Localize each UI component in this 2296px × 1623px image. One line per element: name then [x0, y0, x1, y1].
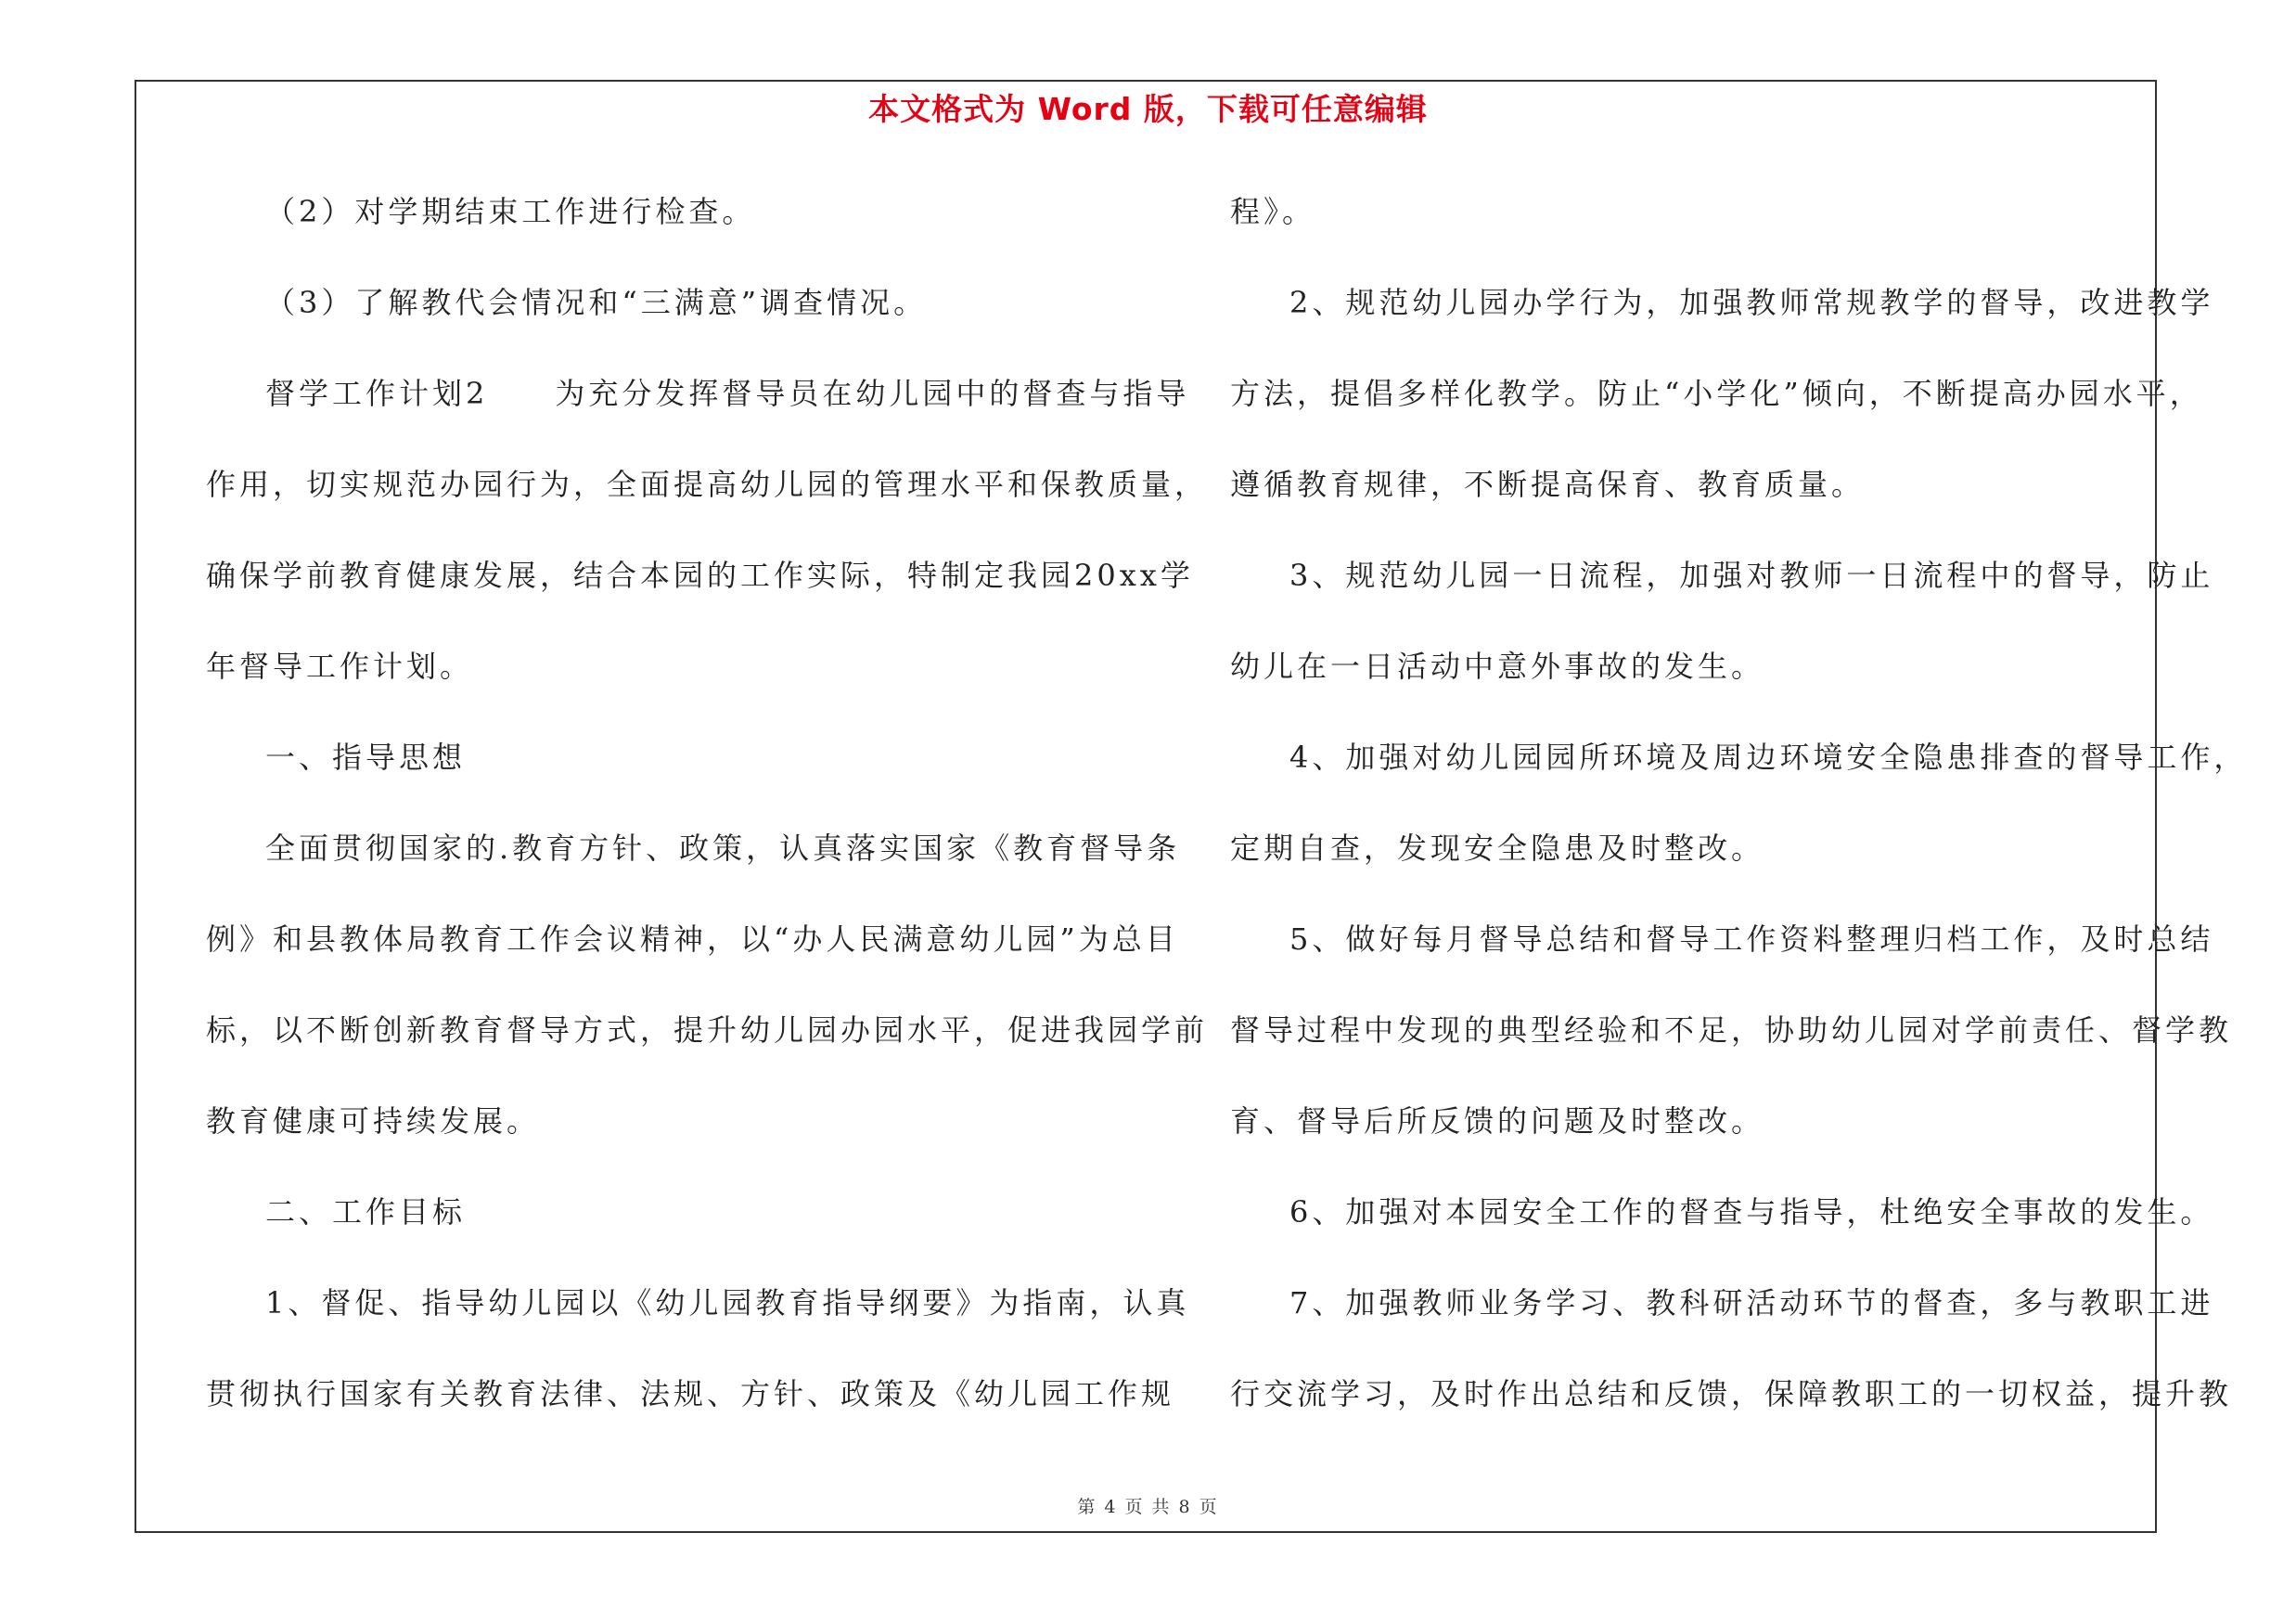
- text-line: 全面贯彻国家的.教育方针、政策，认真落实国家《教育督导条: [265, 831, 1181, 866]
- text-line: 二、工作目标: [265, 1194, 467, 1230]
- text-line: （2）对学期结束工作进行检查。: [265, 194, 756, 229]
- text-line: 督导过程中发现的典型经验和不足，协助幼儿园对学前责任、督学教: [1230, 1012, 2233, 1048]
- text-line: 3、规范幼儿园一日流程，加强对教师一日流程中的督导，防止: [1289, 558, 2214, 593]
- text-line: 督学工作计划2 为充分发挥督导员在幼儿园中的督查与指导: [265, 376, 1190, 411]
- text-line: 年督导工作计划。: [206, 649, 474, 684]
- text-line: 1、督促、指导幼儿园以《幼儿园教育指导纲要》为指南，认真: [265, 1285, 1190, 1320]
- text-line: 幼儿在一日活动中意外事故的发生。: [1230, 649, 1765, 684]
- text-line: 育、督导后所反馈的问题及时整改。: [1230, 1103, 1765, 1139]
- text-line: 程》。: [1230, 194, 1316, 229]
- text-line: 7、加强教师业务学习、教科研活动环节的督查，多与教职工进: [1289, 1285, 2214, 1320]
- format-notice-banner: 本文格式为 Word 版，下载可任意编辑: [868, 91, 1428, 127]
- right-text-column: [1230, 184, 2248, 1457]
- text-line: 例》和县教体局教育工作会议精神，以“办人民满意幼儿园”为总目: [206, 921, 1179, 957]
- text-line: 2、规范幼儿园办学行为，加强教师常规教学的督导，改进教学: [1289, 285, 2214, 320]
- text-line: 遵循教育规律，不断提高保育、教育质量。: [1230, 467, 1866, 502]
- text-line: 教育健康可持续发展。: [206, 1103, 541, 1139]
- text-line: 6、加强对本园安全工作的督查与指导，杜绝安全事故的发生。: [1289, 1194, 2214, 1230]
- left-text-column: [206, 184, 1209, 1457]
- page-number-footer: 第 4 页 共 8 页: [1077, 1497, 1219, 1517]
- text-line: 行交流学习，及时作出总结和反馈，保障教职工的一切权益，提升教: [1230, 1376, 2233, 1411]
- text-line: （3）了解教代会情况和“三满意”调查情况。: [265, 285, 928, 320]
- text-line: 确保学前教育健康发展，结合本园的工作实际，特制定我园20xx学: [206, 558, 1194, 593]
- text-line: 4、加强对幼儿园园所环境及周边环境安全隐患排查的督导工作，: [1289, 740, 2248, 775]
- text-line: 标，以不断创新教育督导方式，提升幼儿园办园水平，促进我园学前: [206, 1012, 1209, 1048]
- text-line: 定期自查，发现安全隐患及时整改。: [1230, 831, 1765, 866]
- text-line: 方法，提倡多样化教学。防止“小学化”倾向，不断提高办园水平，: [1230, 376, 2203, 411]
- text-line: 5、做好每月督导总结和督导工作资料整理归档工作，及时总结: [1289, 921, 2214, 957]
- text-line: 一、指导思想: [265, 740, 467, 775]
- text-line: 贯彻执行国家有关教育法律、法规、方针、政策及《幼儿园工作规: [206, 1376, 1175, 1411]
- text-line: 作用，切实规范办园行为，全面提高幼儿园的管理水平和保教质量，: [206, 467, 1209, 502]
